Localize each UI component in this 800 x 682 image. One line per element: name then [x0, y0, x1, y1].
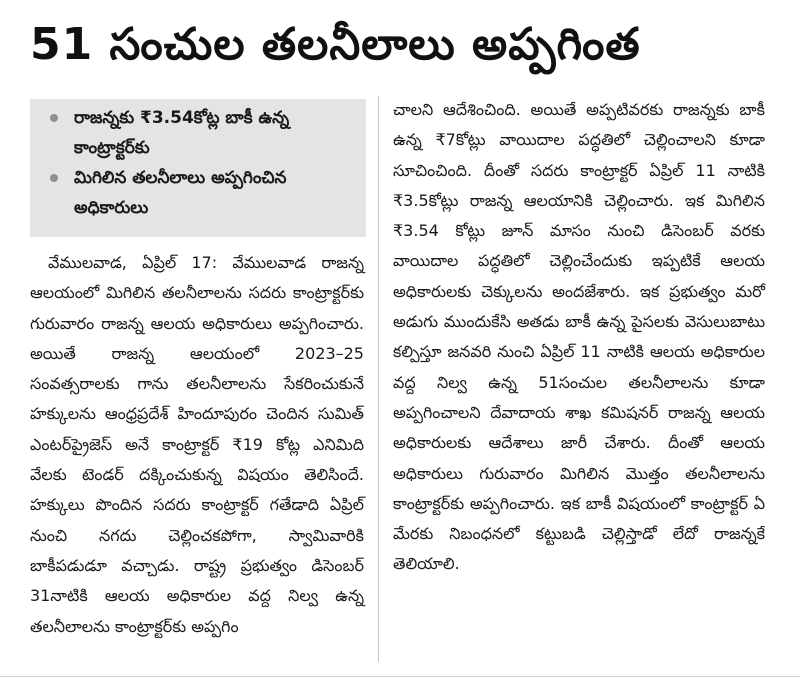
- highlight-text: మిగిలిన తలనీలాలు అప్పగించిన అధికారులు: [74, 168, 287, 218]
- article-headline: 51 సంచుల తలనీలాలు అప్పగింత: [30, 19, 641, 70]
- bullet-icon: [50, 174, 58, 182]
- bottom-rule: [0, 676, 800, 677]
- highlights-box: [30, 99, 366, 237]
- bullet-icon: [50, 114, 58, 122]
- article-body-right-column: [393, 95, 765, 580]
- body-paragraph: చాలని ఆదేశించింది. అయితే అప్పటివరకు రాజన్నకు బాకీ ఉన్న ₹7కోట్లు వాయిదాల పద్ధతిలో చెల్లించాలని కూడా సూచించింది. దీంతో సదరు కాంట్రాక్టర్ ఏప్రిల్ 11 నాటికి ₹3.5కోట్లు రాజన్న ఆలయానికి చెల్లించారు. ఇక మిగిలిన ₹3.54 కోట్లు జూన్ మాసం నుంచి డిసెంబర్ వరకు వాయిదాల పద్ధతిలో చెల్లించేందుకు ఇప్పటికే ఆలయ అధికారులకు చెక్కులను అందజేశారు. ఇక ప్రభుత్వం మరో అడుగు ముందుకేసి అతడు బాకీ ఉన్న పైసలకు వెసులుబాటు కల్పిస్తూ జనవరి నుంచి ఏప్రిల్ 11 నాటికి ఆలయ అధికారుల వద్ద నిల్వ ఉన్న 51సంచుల తలనీలాలను కూడా అప్పగించాలని దేవాదాయ శాఖ కమిషనర్ రాజన్న ఆలయ అధికారులకు ఆదేశాలు జారీ చేశారు. దీంతో ఆలయ అధికారులు గురువారం మిగిలిన మొత్తం తలనీలాలను కాంట్రాక్టర్‌కు అప్పగించారు. ఇక బాకీ విషయంలో కాంట్రాక్టర్ ఏ మేరకు నిబంధనలో కట్టుబడి చెల్లిస్తాడో లేదో రాజన్నకే తెలియాలి.: [393, 100, 765, 574]
- column-divider: [378, 96, 379, 662]
- highlight-item: [44, 163, 358, 223]
- body-paragraph: వేములవాడ, ఏప్రిల్ 17: వేములవాడ రాజన్న ఆలయంలో మిగిలిన తలనీలాలను సదరు కాంట్రాక్టర్‌కు గురువారం రాజన్న ఆలయ అధికారులు అప్పగించారు. అయితే రాజన్న ఆలయంలో 2023–25 సంవత్సరాలకు గాను తలనీలాలను సేకరించుకునే హక్కులను ఆంధ్రప్రదేశ్ హిందూపురం చెందిన సుమిత్ ఎంటర్‌ప్రైజెస్ అనే కాంట్రాక్టర్ ₹19 కోట్ల ఎనిమిది వేలకు టెండర్ దక్కించుకున్న విషయం తెలిసిందే. హక్కులు పొందిన సదరు కాంట్రాక్టర్ గతేడాది ఏప్రిల్ నుంచి నగదు చెల్లించకపోగా, స్వామివారికి బాకీపడుడూ వచ్చాడు. రాష్ట్ర ప్రభుత్వం డిసెంబర్ 31నాటికి ఆలయ అధికారుల వద్ద నిల్వ ఉన్న తలనీలాలను కాంట్రాక్టర్‌కు అప్పగిం: [30, 253, 364, 636]
- highlight-item: [44, 103, 358, 163]
- highlight-text: రాజన్నకు ₹3.54కోట్ల బాకీ ఉన్న కాంట్రాక్టర్‌కు: [74, 108, 290, 158]
- article-body-left-column: [30, 248, 364, 642]
